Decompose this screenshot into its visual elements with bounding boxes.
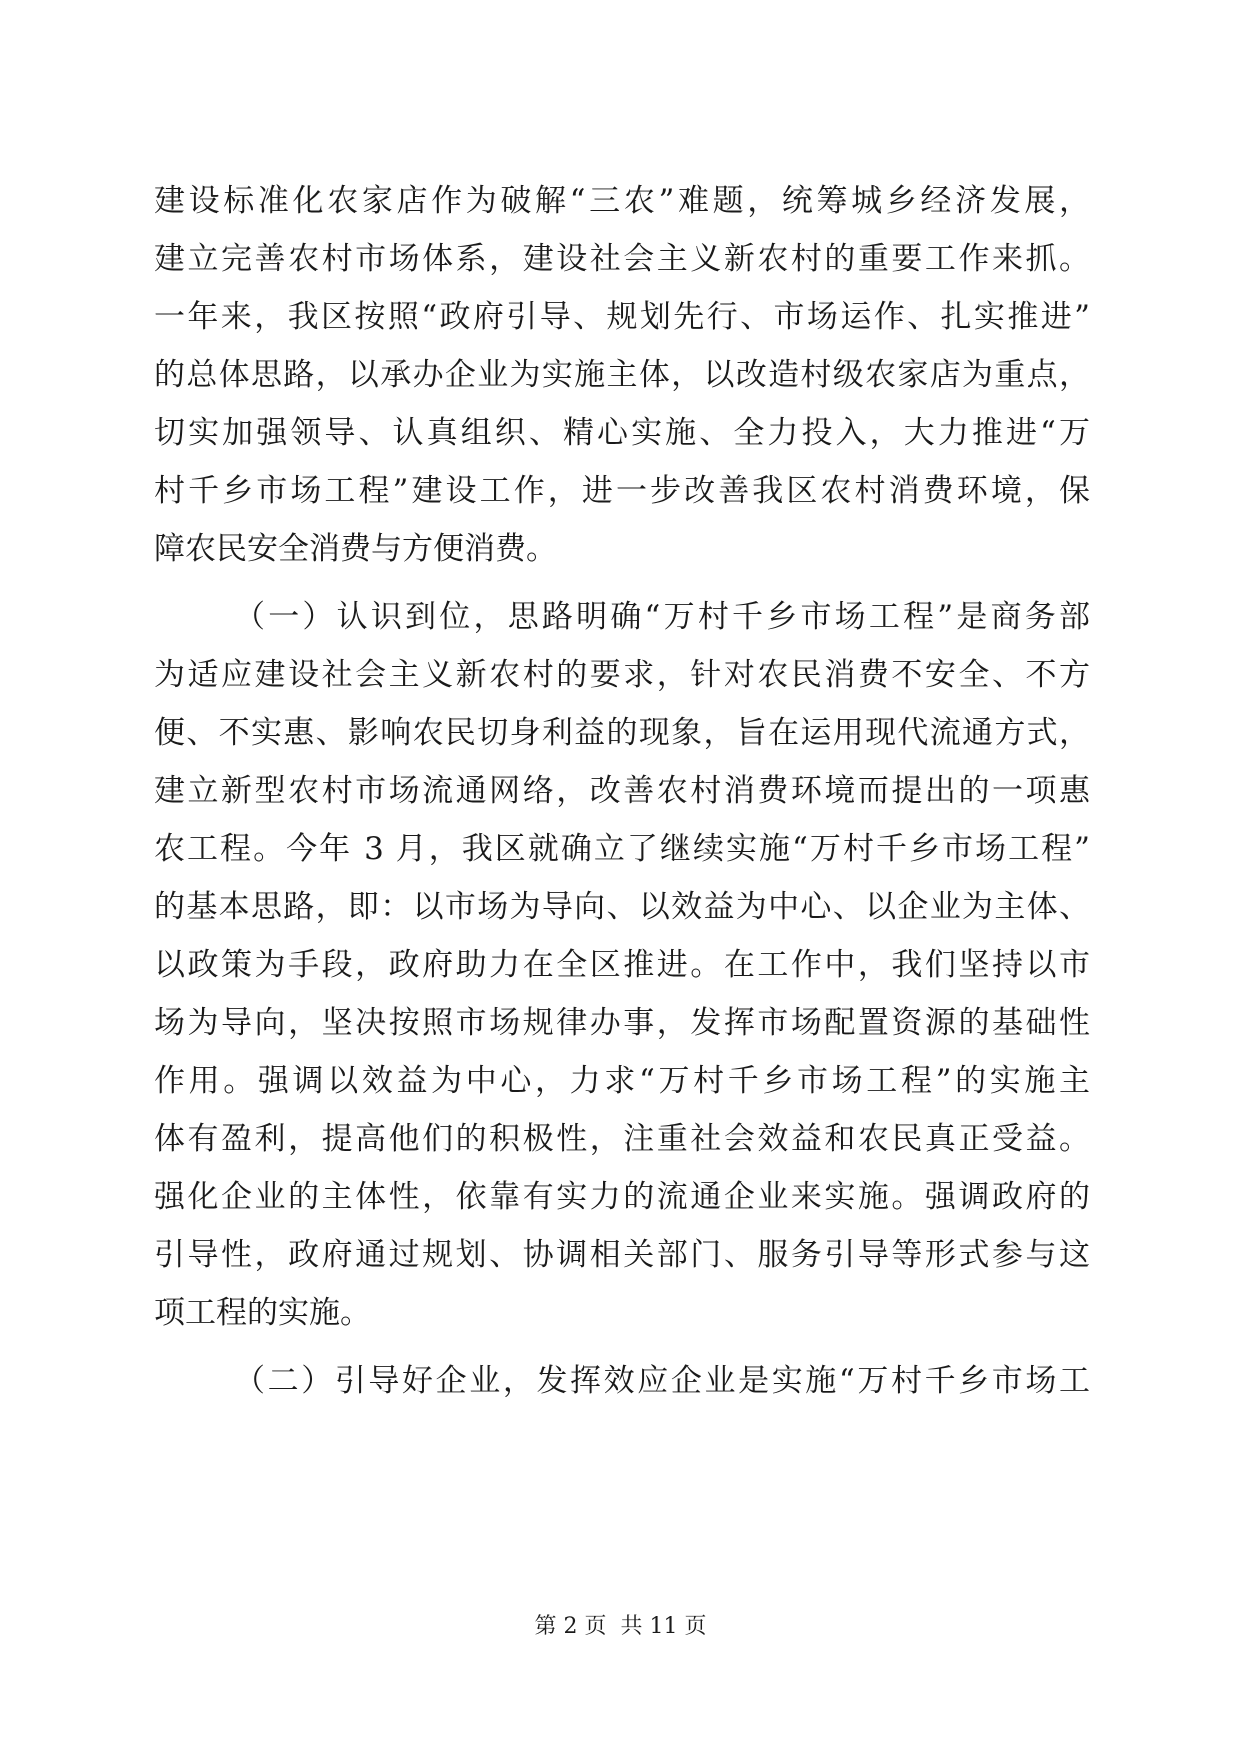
text-line: 便、不实惠、影响农民切身利益的现象，旨在运用现代流通方式， <box>154 715 1090 751</box>
text-line: 建立完善农村市场体系，建设社会主义新农村的重要工作来抓。 <box>154 241 1090 277</box>
text-line: 引导性，政府通过规划、协调相关部门、服务引导等形式参与这 <box>154 1237 1090 1273</box>
document-body <box>154 172 1090 1410</box>
text-line: 作用。强调以效益为中心，力求“万村千乡市场工程”的实施主 <box>154 1063 1090 1099</box>
text-line: （二）引导好企业，发挥效应企业是实施“万村千乡市场工 <box>234 1363 1090 1399</box>
text-line: 建立新型农村市场流通网络，改善农村消费环境而提出的一项惠 <box>154 773 1090 809</box>
text-line: 为适应建设社会主义新农村的要求，针对农民消费不安全、不方 <box>154 657 1090 693</box>
text-line: 项工程的实施。 <box>154 1295 371 1331</box>
page-number: 第 2 页 <box>534 1614 607 1639</box>
text-line: 的总体思路，以承办企业为实施主体，以改造村级农家店为重点， <box>154 357 1090 393</box>
text-line: 场为导向，坚决按照市场规律办事，发挥市场配置资源的基础性 <box>154 1005 1090 1041</box>
paragraph-gap <box>154 578 1090 588</box>
page-footer <box>0 1612 1241 1642</box>
text-line: 体有盈利，提高他们的积极性，注重社会效益和农民真正受益。 <box>154 1121 1090 1157</box>
text-line: 切实加强领导、认真组织、精心实施、全力投入，大力推进“万 <box>154 415 1090 451</box>
text-line: （一）认识到位，思路明确“万村千乡市场工程”是商务部 <box>234 599 1090 635</box>
text-line: 强化企业的主体性，依靠有实力的流通企业来实施。强调政府的 <box>154 1179 1090 1215</box>
text-line: 一年来，我区按照“政府引导、规划先行、市场运作、扎实推进” <box>154 299 1090 335</box>
text-line: 以政策为手段，政府助力在全区推进。在工作中，我们坚持以市 <box>154 947 1090 983</box>
paragraph-2 <box>154 588 1090 1342</box>
text-line: 的基本思路，即：以市场为导向、以效益为中心、以企业为主体、 <box>154 889 1090 925</box>
text-line: 建设标准化农家店作为破解“三农”难题，统筹城乡经济发展， <box>154 183 1090 219</box>
page-total: 共 11 页 <box>620 1614 707 1639</box>
text-line: 障农民安全消费与方便消费。 <box>154 531 557 567</box>
text-line: 村千乡市场工程”建设工作，进一步改善我区农村消费环境，保 <box>154 473 1090 509</box>
paragraph-3 <box>154 1352 1090 1410</box>
text-line: 农工程。今年 3 月，我区就确立了继续实施“万村千乡市场工程” <box>154 831 1090 867</box>
paragraph-gap <box>154 1342 1090 1352</box>
paragraph-1 <box>154 172 1090 578</box>
